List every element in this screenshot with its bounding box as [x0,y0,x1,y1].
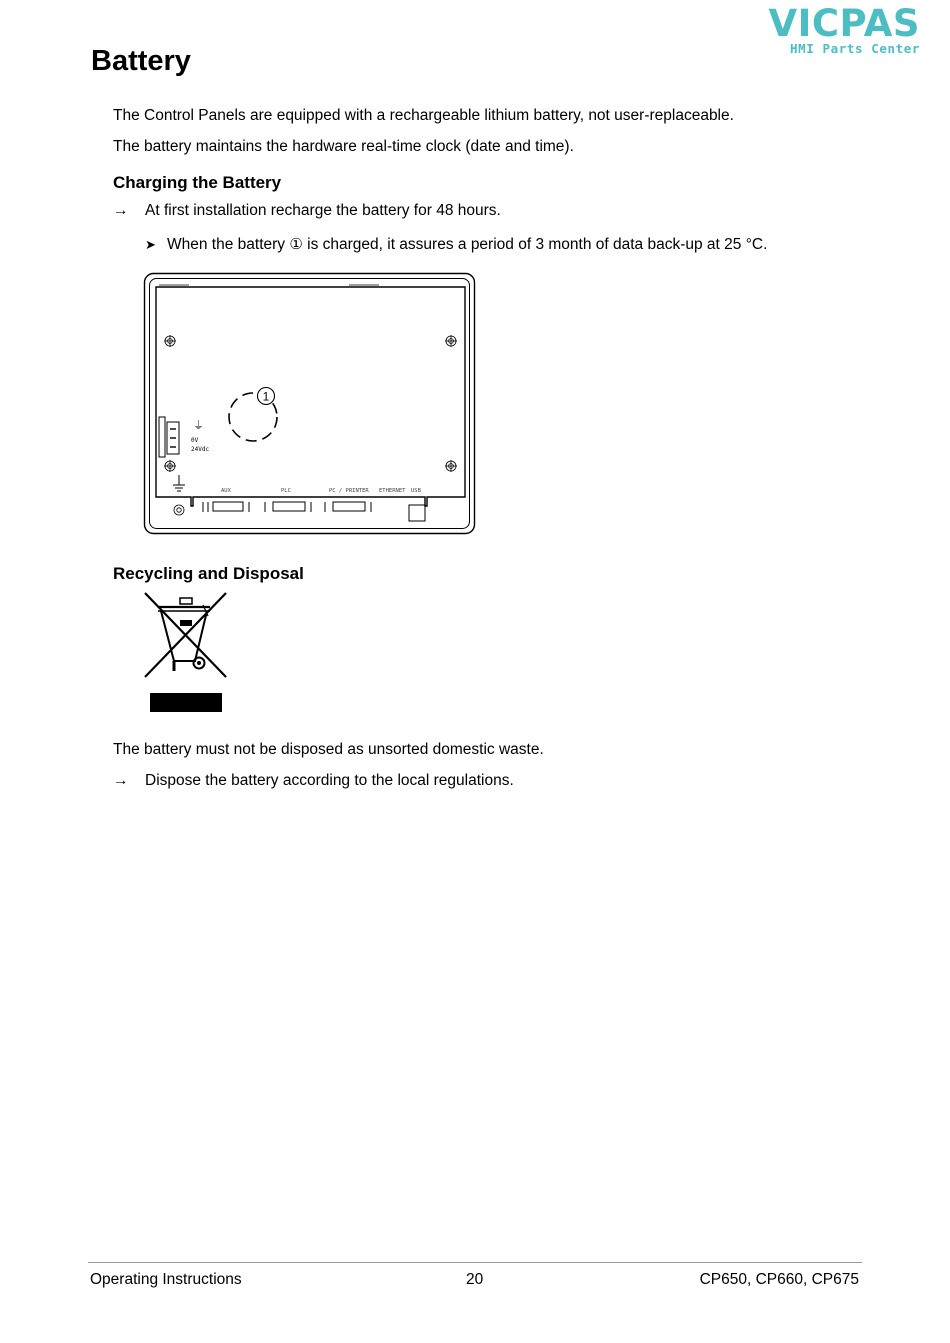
charging-step [113,201,501,221]
panel-inner-frame [150,279,470,529]
arrow-icon: → [113,202,129,219]
ground-terminal-icon [174,505,184,515]
charging-result [145,235,767,255]
footer-page-number: 20 [466,1271,484,1288]
panel-rear-view-figure [143,271,478,537]
charging-result-text-before: When the battery [167,236,286,253]
intro-paragraph-2: The battery maintains the hardware real-time clock (date and time). [113,138,574,155]
logo-tagline: HMI Parts Center [789,41,920,56]
port-label-usb: USB [411,488,421,494]
port-label-aux: AUX [221,488,231,494]
screw-bottom-right-icon [445,460,457,472]
charging-heading: Charging the Battery [113,173,282,192]
arrow-icon: → [113,772,129,789]
disposal-paragraph: The battery must not be disposed as unsorted domestic waste. [113,741,544,758]
power-connector-housing [159,417,165,457]
intro-paragraph-1: The Control Panels are equipped with a rechargeable lithium battery, not user-replaceable. [113,107,734,124]
charging-result-text-after: is charged, it assures a period of 3 month of data back-up at 25 °C. [307,236,768,253]
callout-reference-1: ① [289,236,303,253]
footer-divider [88,1262,862,1263]
port-label-pc-printer: PC / PRINTER [329,488,369,494]
triangle-bullet-icon: ➤ [145,237,156,252]
disposal-step-text: Dispose the battery according to the local regulations. [145,772,514,789]
vicpas-logo [768,2,920,56]
logo-name: VICPAS [768,2,920,45]
port-connectors [203,502,425,521]
screw-top-right-icon [445,335,457,347]
power-label-24vdc: 24Vdc [191,446,210,453]
screw-bottom-left-icon [164,460,176,472]
power-label-0v: 0V [191,437,199,444]
footer-document-title: Operating Instructions [90,1271,242,1288]
crossed-out-bin-icon [140,589,232,715]
earth-ground-icon [173,475,185,491]
battery-callout-number: 1 [262,389,270,404]
ground-arrow-icon: ⏚ [193,419,204,432]
charging-step-text: At first installation recharge the battery for 48 hours. [145,202,501,219]
recycling-heading: Recycling and Disposal [113,564,304,583]
screw-top-left-icon [164,335,176,347]
panel-outer-frame [145,274,475,534]
disposal-step [113,771,514,791]
port-label-plc: PLC [281,488,291,494]
page-title: Battery [91,45,191,77]
panel-housing [156,287,465,506]
port-label-ethernet: ETHERNET [379,488,406,494]
footer-product-models: CP650, CP660, CP675 [699,1271,859,1288]
